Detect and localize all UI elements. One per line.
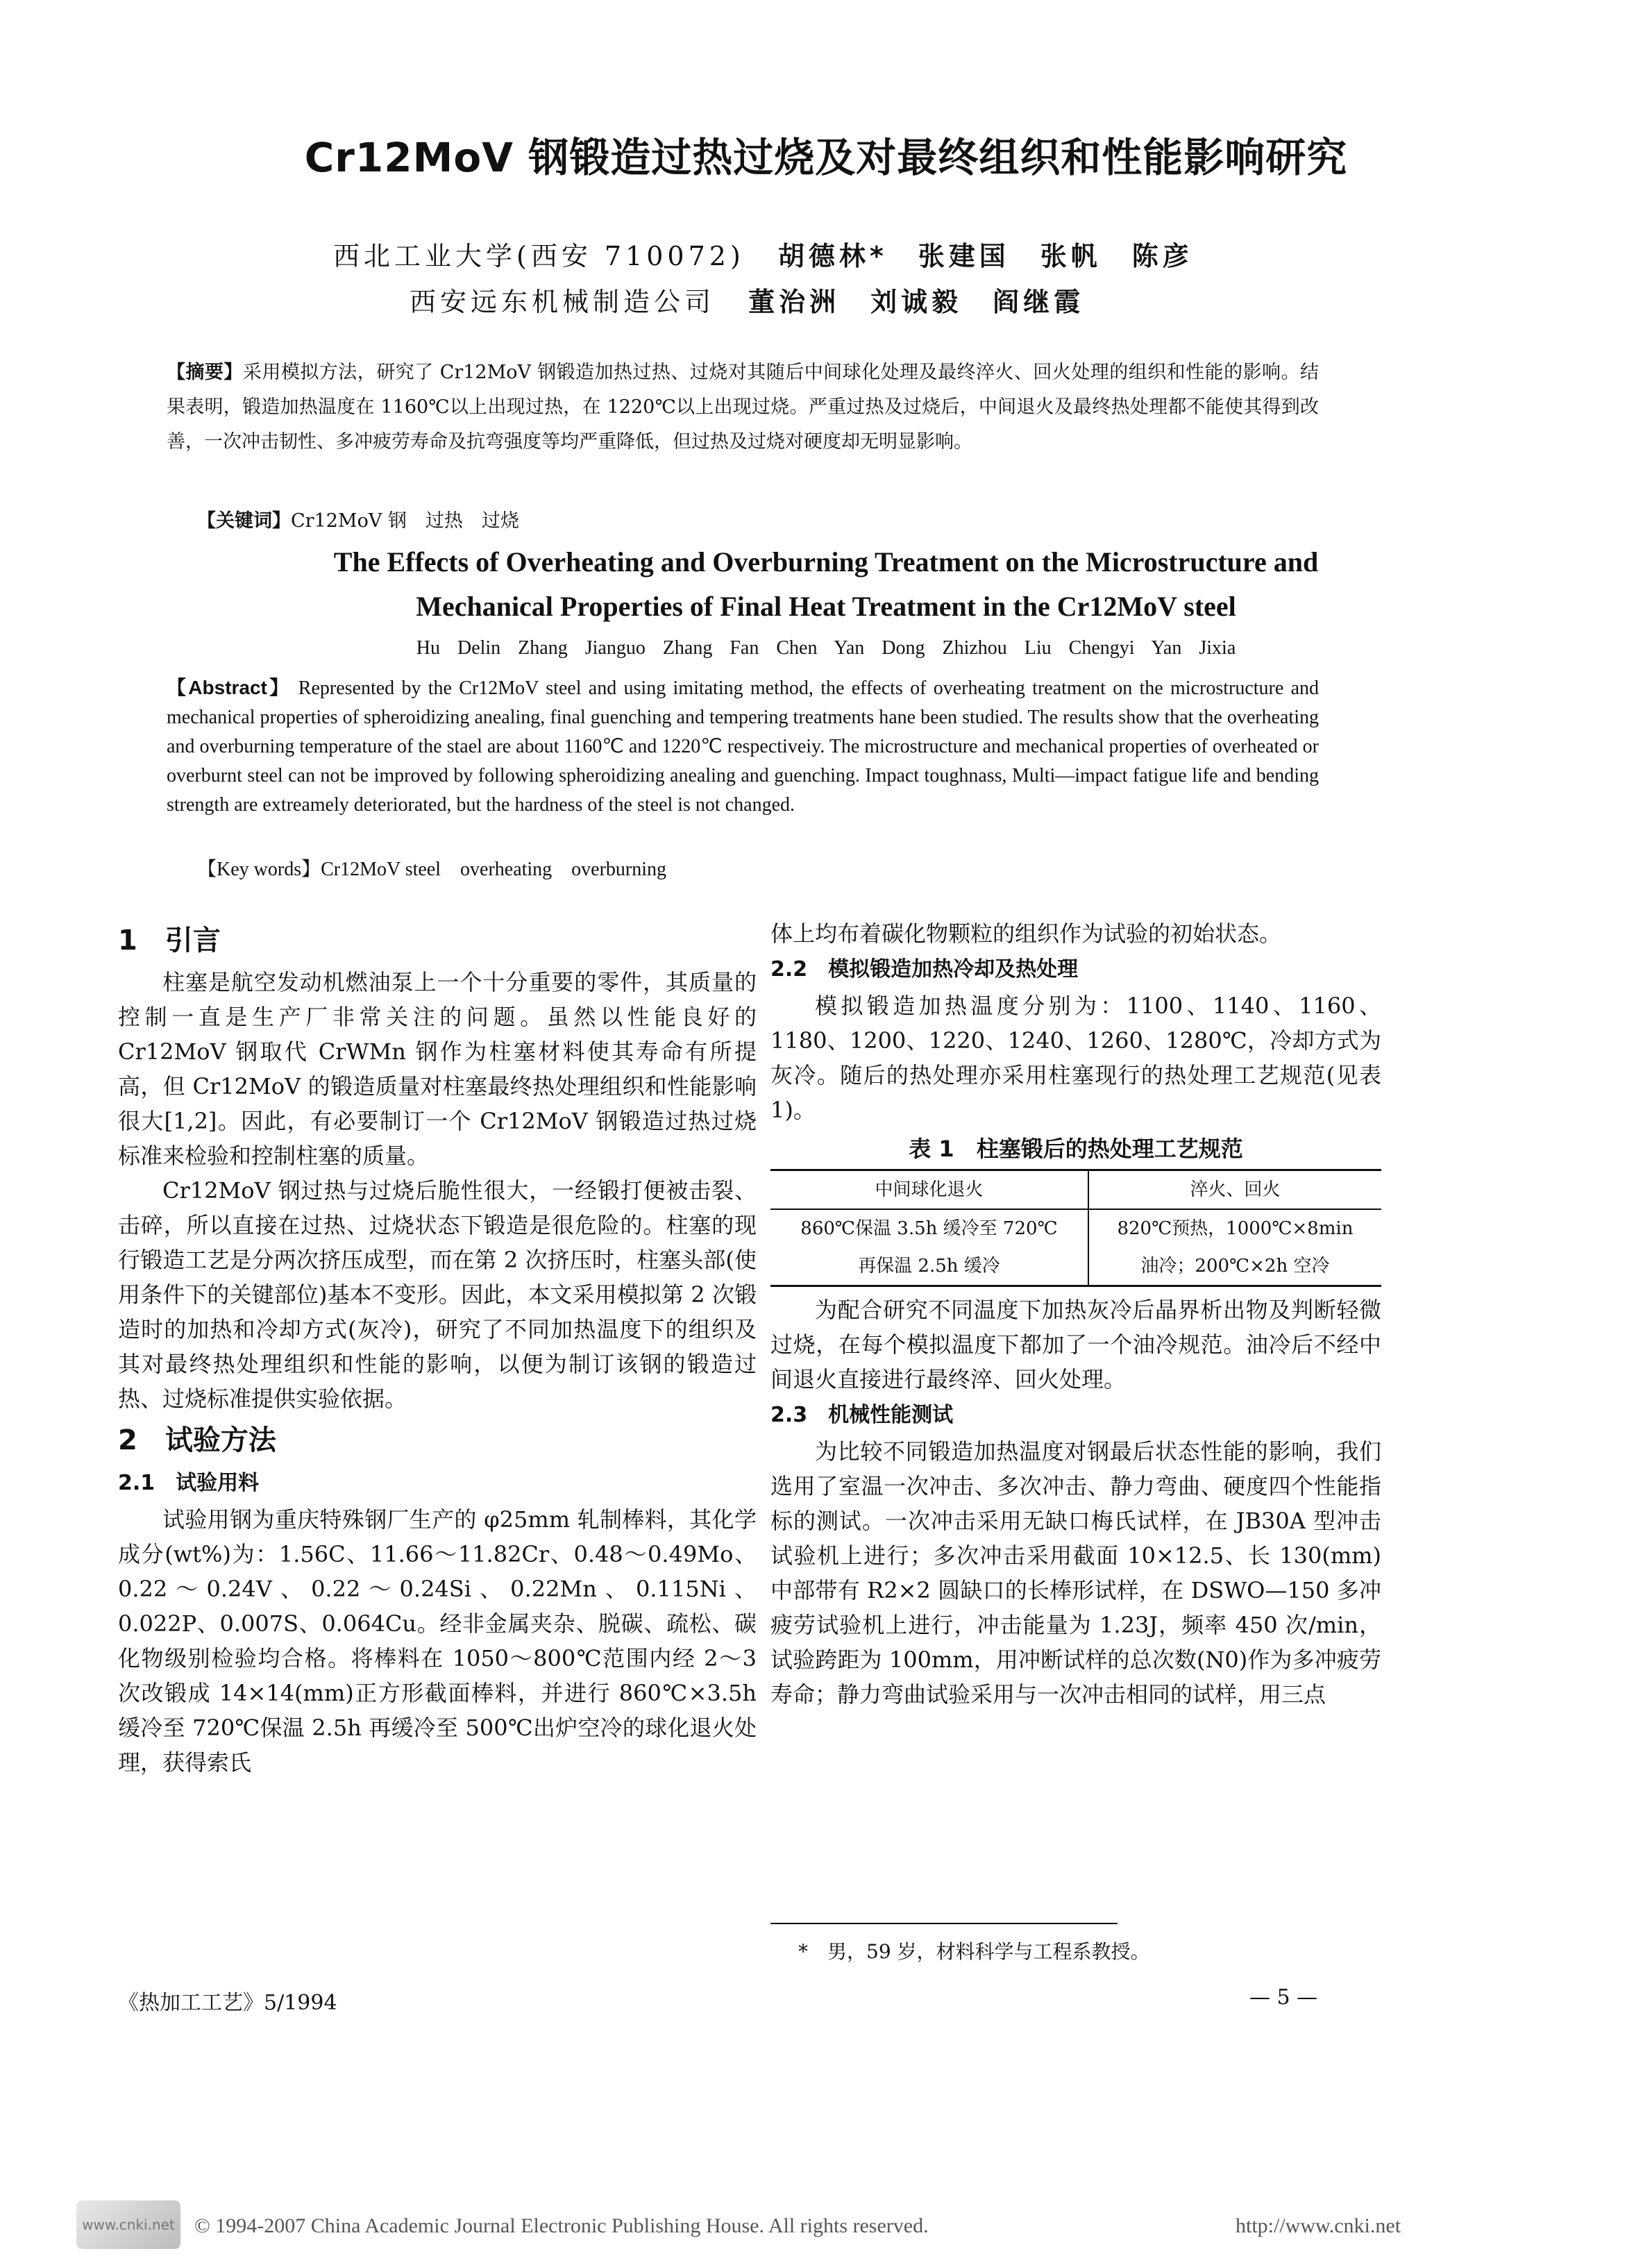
section-2-2-paragraph-2: 为配合研究不同温度下加热灰冷后晶界析出物及判断轻微过烧，在每个模拟温度下都加了一个油冷规范。油冷后不经中间退火直接进行最终淬、回火处理。 <box>770 1297 1381 1392</box>
abstract-en <box>167 673 1319 820</box>
authors-1: 胡德林* 张建国 张帆 陈彦 <box>777 241 1193 271</box>
abstract-en-text: Represented by the Cr12MoV steel and using imitating method, the effects of overheating treatment on the microstructure and mechanical properties of spheroidizing anealing, final guenching and tempering treatments hane been studied. The results show that the overheating and overburning temperature of the stael are about 1160℃ and 1220℃ respectiveiy. The microstructure and mechanical properties of overheated or overburnt steel can not be improved by following spheroidizing anealing and guenching. Impact toughnass, Multi—impact fatigue life and bending strength are extreamely deteriorated, but the hardness of the steel is not changed. <box>167 677 1320 816</box>
footnote: * 男，59 岁，材料科学与工程系教授。 <box>798 1940 1150 1963</box>
abstract-cn-text: 采用模拟方法，研究了 Cr12MoV 钢锻造加热过热、过烧对其随后中间球化处理及最终淬火、回火处理的组织和性能的影响。结果表明，锻造加热温度在 1160℃以上出现过热，在 1220℃以上出现过烧。严重过热及过烧后，中间退火及最终热处理都不能使其得到改善，一次冲击韧性、多冲疲劳寿命及抗弯强度等均严重降低，但过热及过烧对硬度却无明显影响。 <box>167 362 1319 453</box>
affiliation-2 <box>410 280 1084 319</box>
keywords-cn <box>167 504 1319 539</box>
abstract-en-label: 【Abstract】 <box>167 677 292 698</box>
keywords-en-label: 【Key words】 <box>197 859 321 880</box>
table-cell: 820℃预热，1000℃×8min <box>1088 1209 1381 1247</box>
keywords-cn-label: 【关键词】 <box>197 510 291 532</box>
table-cell: 再保温 2.5h 缓冷 <box>858 1256 1000 1277</box>
table-row <box>770 1209 1381 1247</box>
keywords-en-text: Cr12MoV steel overheating overburning <box>321 859 667 880</box>
english-title-line-2: Mechanical Properties of Final Heat Treatment in the Cr12MoV steel <box>416 591 1236 622</box>
keywords-en <box>167 855 1319 884</box>
left-column <box>118 916 757 1780</box>
table-cell: 油冷；200℃×2h 空冷 <box>1088 1247 1381 1286</box>
abstract-cn <box>167 355 1319 460</box>
table-row <box>770 1247 1381 1286</box>
footnote-rule <box>770 1923 1118 1924</box>
table-1-header-quench: 淬火、回火 <box>1088 1170 1381 1210</box>
copyright-notice: © 1994-2007 China Academic Journal Electronic Publishing House. All rights reserved. <box>194 2214 929 2237</box>
journal-reference: 《热加工工艺》5/1994 <box>118 1991 337 2015</box>
section-2-3-heading: 2.3 机械性能测试 <box>770 1403 954 1427</box>
table-cell: 860℃保温 3.5h 缓冷至 720℃ <box>800 1218 1058 1239</box>
table-1 <box>770 1169 1381 1287</box>
page-number: — 5 — <box>1249 1985 1318 2010</box>
cnki-logo: www.cnki.net <box>76 2200 180 2249</box>
right-column <box>770 916 1381 1712</box>
affiliation-1-name: 西北工业大学(西安 710072) <box>333 241 745 271</box>
section-2-3-paragraph: 为比较不同锻造加热温度对钢最后状态性能的影响，我们选用了室温一次冲击、多次冲击、静力弯曲、硬度四个性能指标的测试。一次冲击采用无缺口梅氏试样，在 JB30A 型冲击试验机上进行；多次冲击采用截面 10×12.5、长 130(mm)中部带有 R2×2 圆缺口的长棒形试样，在 DSWO—150 多冲疲劳试验机上进行，冲击能量为 1.23J，频率 450 次/min，试验跨距为 100mm，用冲断试样的总次数(N0)作为多冲疲劳寿命；静力弯曲试验采用与一次冲击相同的试样，用三点 <box>770 1438 1381 1708</box>
affiliation-1 <box>333 235 1193 273</box>
authors-2: 董治洲 刘诚毅 阎继霞 <box>748 287 1085 317</box>
abstract-cn-label: 【摘要】 <box>167 362 243 383</box>
section-1-paragraph-2: Cr12MoV 钢过热与过烧后脆性很大，一经锻打便被击裂、击碎，所以直接在过热、过烧状态下锻造是很危险的。柱塞的现行锻造工艺是分两次挤压成型，而在第 2 次挤压时，柱塞头部(使用条件下的关键部位)基本不变形。因此，本文采用模拟第 2 次锻造时的加热和冷却方式(灰冷)，研究了不同加热温度下的组织及其对最终热处理组织和性能的影响，以便为制订该钢的锻造过热、过烧标准提供实验依据。 <box>118 1177 757 1412</box>
right-continuation: 体上均布着碳化物颗粒的组织作为试验的初始状态。 <box>770 920 1282 947</box>
table-1-caption: 表 1 柱塞锻后的热处理工艺规范 <box>909 1136 1243 1162</box>
section-2-heading: 2 试验方法 <box>118 1424 276 1456</box>
section-2-1-heading: 2.1 试验用料 <box>118 1471 260 1495</box>
table-1-header-annealing: 中间球化退火 <box>875 1179 984 1200</box>
affiliation-2-name: 西安远东机械制造公司 <box>410 287 716 317</box>
section-2-2-heading: 2.2 模拟锻造加热冷却及热处理 <box>770 957 1079 982</box>
paper-title: Cr12MoV 钢锻造过热过烧及对最终组织和性能影响研究 <box>304 134 1348 181</box>
english-authors: Hu Delin Zhang Jianguo Zhang Fan Chen Yan Dong Zhizhou Liu Chengyi Yan Jixia <box>416 637 1236 659</box>
section-1-paragraph-1: 柱塞是航空发动机燃油泵上一个十分重要的零件，其质量的控制一直是生产厂非常关注的问题。虽然以性能良好的 Cr12MoV 钢取代 CrWMn 钢作为柱塞材料使其寿命有所提高，但 Cr12MoV 的锻造质量对柱塞最终热处理组织和性能影响很大[1,2]。因此，有必要制订一个 Cr12MoV 钢锻造过热过烧标准来检验和控制柱塞的质量。 <box>118 969 757 1169</box>
english-title-line-1: The Effects of Overheating and Overburning Treatment on the Microstructure and <box>333 546 1319 578</box>
section-2-1-paragraph: 试验用钢为重庆特殊钢厂生产的 φ25mm 轧制棒料，其化学成分(wt%)为：1.56C、11.66～11.82Cr、0.48～0.49Mo、0.22～0.24V、0.22～0.24Si、0.22Mn、0.115Ni、0.022P、0.007S、0.064Cu。经非金属夹杂、脱碳、疏松、碳化物级别检验均合格。将棒料在 1050～800℃范围内经 2～3 次改锻成 14×14(mm)正方形截面棒料，并进行 860℃×3.5h 缓冷至 720℃保温 2.5h 再缓冷至 500℃出炉空冷的球化退火处理，获得索氏 <box>118 1506 757 1776</box>
footer-url[interactable]: http://www.cnki.net <box>1236 2214 1401 2237</box>
section-2-2-paragraph-1: 模拟锻造加热温度分别为：1100、1140、1160、1180、1200、1220、1240、1260、1280℃，冷却方式为灰冷。随后的热处理亦采用柱塞现行的热处理工艺规范(见表 1)。 <box>770 993 1381 1123</box>
section-1-heading: 1 引言 <box>118 925 221 957</box>
keywords-cn-text: Cr12MoV 钢 过热 过烧 <box>291 510 519 532</box>
